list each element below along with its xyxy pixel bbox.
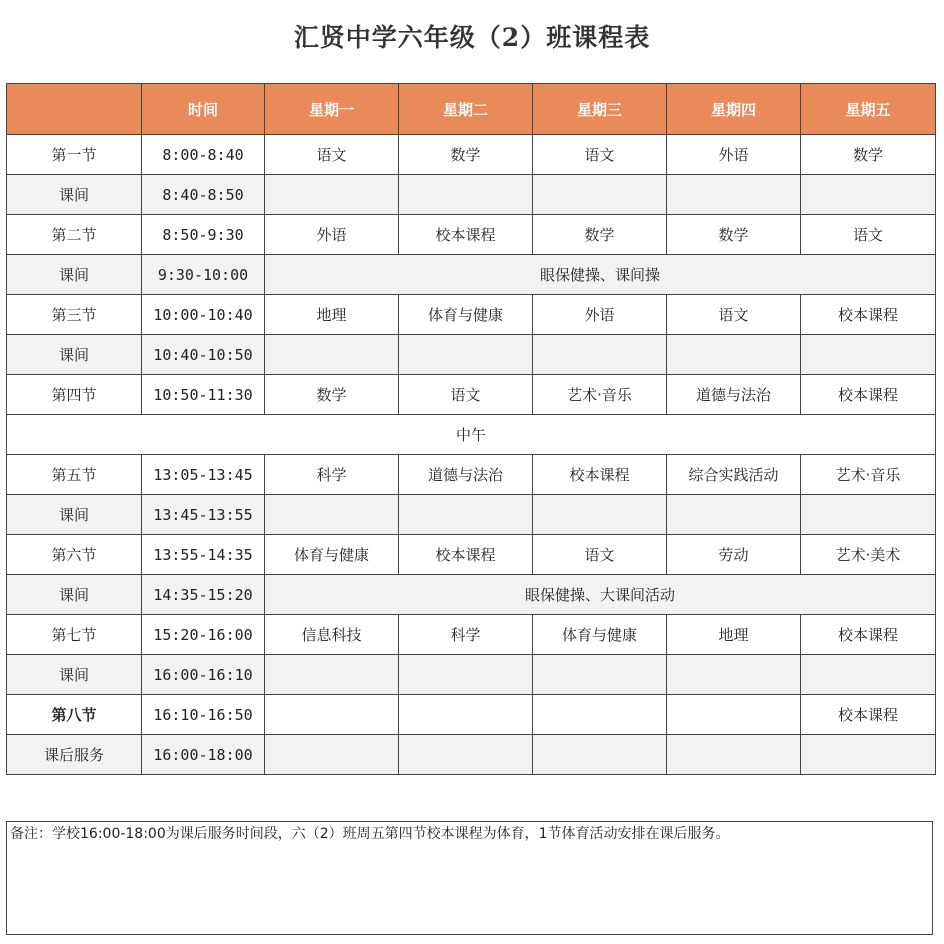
table-row bbox=[7, 455, 936, 495]
table-row bbox=[7, 335, 936, 375]
subject-cell-fri: 艺术·音乐 bbox=[801, 455, 936, 495]
subject-cell-thu bbox=[667, 655, 801, 695]
time-cell: 15:20-16:00 bbox=[142, 615, 265, 655]
table-row bbox=[7, 655, 936, 695]
subject-cell-tue bbox=[399, 655, 533, 695]
subject-cell-tue bbox=[399, 335, 533, 375]
header-day-thu: 星期四 bbox=[667, 84, 801, 135]
table-row bbox=[7, 135, 936, 175]
period-cell: 课间 bbox=[7, 335, 142, 375]
subject-cell-tue bbox=[399, 495, 533, 535]
subject-cell-mon: 数学 bbox=[265, 375, 399, 415]
table-row bbox=[7, 735, 936, 775]
period-cell: 第八节 bbox=[7, 695, 142, 735]
header-day-wed: 星期三 bbox=[533, 84, 667, 135]
subject-cell-thu: 劳动 bbox=[667, 535, 801, 575]
subject-cell-mon bbox=[265, 655, 399, 695]
subject-cell-mon: 科学 bbox=[265, 455, 399, 495]
subject-cell-tue: 体育与健康 bbox=[399, 295, 533, 335]
subject-cell-tue bbox=[399, 695, 533, 735]
subject-cell-tue bbox=[399, 735, 533, 775]
subject-cell-fri: 数学 bbox=[801, 135, 936, 175]
subject-cell-mon: 地理 bbox=[265, 295, 399, 335]
subject-cell-fri bbox=[801, 175, 936, 215]
subject-cell-wed bbox=[533, 335, 667, 375]
subject-cell-fri bbox=[801, 495, 936, 535]
header-corner bbox=[7, 84, 142, 135]
subject-cell-fri bbox=[801, 655, 936, 695]
period-cell: 第六节 bbox=[7, 535, 142, 575]
subject-cell-tue: 校本课程 bbox=[399, 535, 533, 575]
subject-cell-wed: 语文 bbox=[533, 535, 667, 575]
noon-label: 中午 bbox=[7, 415, 936, 455]
subject-cell-fri: 校本课程 bbox=[801, 615, 936, 655]
subject-cell-wed: 外语 bbox=[533, 295, 667, 335]
subject-cell-tue bbox=[399, 175, 533, 215]
time-cell: 10:40-10:50 bbox=[142, 335, 265, 375]
subject-cell-tue: 科学 bbox=[399, 615, 533, 655]
subject-cell-thu: 数学 bbox=[667, 215, 801, 255]
period-cell: 课间 bbox=[7, 575, 142, 615]
period-cell: 第七节 bbox=[7, 615, 142, 655]
period-cell: 课间 bbox=[7, 495, 142, 535]
time-cell: 14:35-15:20 bbox=[142, 575, 265, 615]
subject-cell-thu: 外语 bbox=[667, 135, 801, 175]
subject-cell-wed: 语文 bbox=[533, 135, 667, 175]
subject-cell-wed: 校本课程 bbox=[533, 455, 667, 495]
subject-cell-thu bbox=[667, 335, 801, 375]
subject-cell-mon: 外语 bbox=[265, 215, 399, 255]
subject-cell-fri: 艺术·美术 bbox=[801, 535, 936, 575]
period-cell: 第二节 bbox=[7, 215, 142, 255]
activity-cell: 眼保健操、课间操 bbox=[265, 255, 936, 295]
subject-cell-mon bbox=[265, 495, 399, 535]
subject-cell-mon: 信息科技 bbox=[265, 615, 399, 655]
period-cell: 第四节 bbox=[7, 375, 142, 415]
subject-cell-tue: 语文 bbox=[399, 375, 533, 415]
time-cell: 8:00-8:40 bbox=[142, 135, 265, 175]
subject-cell-wed bbox=[533, 655, 667, 695]
subject-cell-thu: 语文 bbox=[667, 295, 801, 335]
period-cell: 课后服务 bbox=[7, 735, 142, 775]
header-row bbox=[7, 84, 936, 135]
time-cell: 16:00-16:10 bbox=[142, 655, 265, 695]
time-cell: 8:40-8:50 bbox=[142, 175, 265, 215]
time-cell: 16:00-18:00 bbox=[142, 735, 265, 775]
subject-cell-mon bbox=[265, 175, 399, 215]
subject-cell-thu: 道德与法治 bbox=[667, 375, 801, 415]
subject-cell-fri bbox=[801, 735, 936, 775]
subject-cell-tue: 数学 bbox=[399, 135, 533, 175]
time-cell: 10:50-11:30 bbox=[142, 375, 265, 415]
table-row bbox=[7, 695, 936, 735]
time-cell: 13:45-13:55 bbox=[142, 495, 265, 535]
subject-cell-thu: 综合实践活动 bbox=[667, 455, 801, 495]
time-cell: 13:05-13:45 bbox=[142, 455, 265, 495]
subject-cell-thu: 地理 bbox=[667, 615, 801, 655]
subject-cell-wed: 体育与健康 bbox=[533, 615, 667, 655]
page-title: 汇贤中学六年级（2）班课程表 bbox=[293, 23, 651, 52]
subject-cell-tue: 道德与法治 bbox=[399, 455, 533, 495]
subject-cell-wed bbox=[533, 175, 667, 215]
period-cell: 课间 bbox=[7, 655, 142, 695]
subject-cell-wed bbox=[533, 495, 667, 535]
time-cell: 13:55-14:35 bbox=[142, 535, 265, 575]
table-row bbox=[7, 575, 936, 615]
header-day-fri: 星期五 bbox=[801, 84, 936, 135]
header-time: 时间 bbox=[142, 84, 265, 135]
subject-cell-thu bbox=[667, 495, 801, 535]
period-cell: 第三节 bbox=[7, 295, 142, 335]
subject-cell-fri: 校本课程 bbox=[801, 375, 936, 415]
period-cell: 课间 bbox=[7, 255, 142, 295]
table-row bbox=[7, 175, 936, 215]
header-day-tue: 星期二 bbox=[399, 84, 533, 135]
subject-cell-fri bbox=[801, 335, 936, 375]
subject-cell-wed: 艺术·音乐 bbox=[533, 375, 667, 415]
time-cell: 10:00-10:40 bbox=[142, 295, 265, 335]
noon-row bbox=[7, 415, 936, 455]
time-cell: 16:10-16:50 bbox=[142, 695, 265, 735]
table-row bbox=[7, 375, 936, 415]
time-cell: 8:50-9:30 bbox=[142, 215, 265, 255]
subject-cell-fri: 校本课程 bbox=[801, 295, 936, 335]
table-row bbox=[7, 615, 936, 655]
subject-cell-fri: 校本课程 bbox=[801, 695, 936, 735]
subject-cell-wed: 数学 bbox=[533, 215, 667, 255]
header-day-mon: 星期一 bbox=[265, 84, 399, 135]
subject-cell-mon bbox=[265, 695, 399, 735]
subject-cell-thu bbox=[667, 695, 801, 735]
subject-cell-thu bbox=[667, 735, 801, 775]
schedule-table bbox=[6, 83, 936, 775]
subject-cell-mon bbox=[265, 335, 399, 375]
subject-cell-mon bbox=[265, 735, 399, 775]
subject-cell-thu bbox=[667, 175, 801, 215]
time-cell: 9:30-10:00 bbox=[142, 255, 265, 295]
remark-box: 备注：学校16:00-18:00为课后服务时间段，六（2）班周五第四节校本课程为体育，1节体育活动安排在课后服务。 bbox=[6, 821, 933, 935]
table-row bbox=[7, 215, 936, 255]
subject-cell-mon: 语文 bbox=[265, 135, 399, 175]
subject-cell-tue: 校本课程 bbox=[399, 215, 533, 255]
subject-cell-mon: 体育与健康 bbox=[265, 535, 399, 575]
period-cell: 第五节 bbox=[7, 455, 142, 495]
subject-cell-wed bbox=[533, 735, 667, 775]
subject-cell-wed bbox=[533, 695, 667, 735]
table-row bbox=[7, 535, 936, 575]
period-cell: 第一节 bbox=[7, 135, 142, 175]
table-row bbox=[7, 495, 936, 535]
table-row bbox=[7, 255, 936, 295]
activity-cell: 眼保健操、大课间活动 bbox=[265, 575, 936, 615]
period-cell: 课间 bbox=[7, 175, 142, 215]
subject-cell-fri: 语文 bbox=[801, 215, 936, 255]
table-row bbox=[7, 295, 936, 335]
